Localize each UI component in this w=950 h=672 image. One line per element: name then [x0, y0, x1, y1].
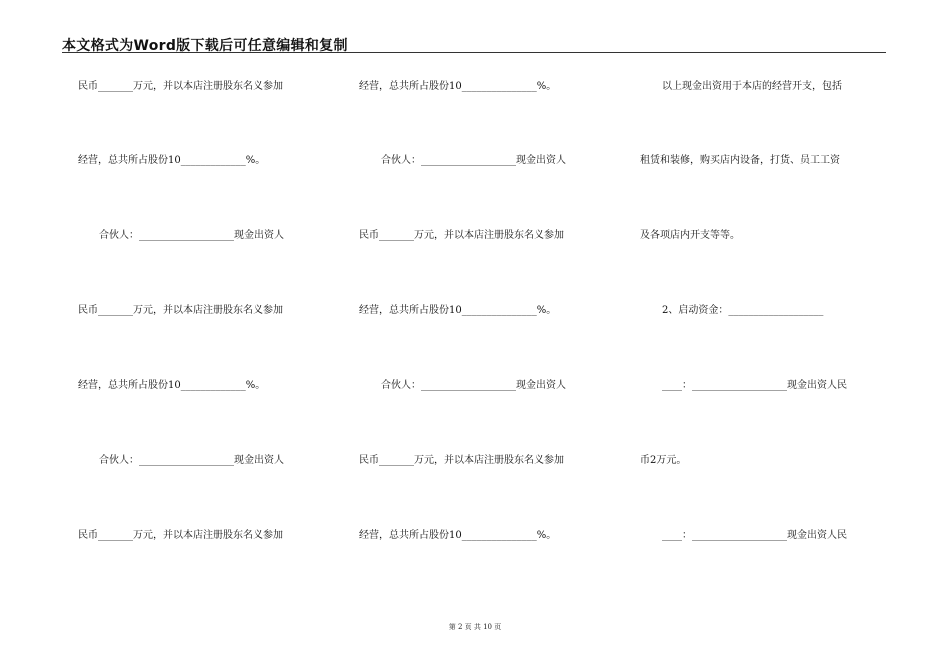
text-line: 民币_______万元，并以本店注册股东名义参加 — [78, 530, 283, 541]
text-line: 2、启动资金：___________________ — [662, 305, 824, 316]
text-line: 合伙人：___________________现金出资人 — [381, 155, 566, 166]
text-line: 民币_______万元，并以本店注册股东名义参加 — [78, 81, 283, 92]
text-line: 以上现金出资用于本店的经营开支，包括 — [662, 81, 842, 92]
header-banner: 本文格式为Word版下载后可任意编辑和复制 — [62, 38, 348, 54]
header-divider — [62, 52, 886, 53]
text-line: 租赁和装修，购买店内设备，打货、员工工资 — [640, 155, 840, 166]
text-line: 及各项店内开支等等。 — [640, 230, 740, 241]
page-number: 第 2 页 共 10 页 — [448, 623, 502, 631]
text-line: 经营，总共所占股份10_______________%。 — [359, 530, 557, 541]
text-line: 经营，总共所占股份10_______________%。 — [359, 81, 557, 92]
text-line: 合伙人：___________________现金出资人 — [381, 380, 566, 391]
text-line: 经营，总共所占股份10_____________%。 — [78, 155, 266, 166]
text-line: 经营，总共所占股份10_______________%。 — [359, 305, 557, 316]
text-line: 合伙人：___________________现金出资人 — [99, 230, 284, 241]
text-line: ____：___________________现金出资人民 — [662, 530, 847, 541]
text-line: 合伙人：___________________现金出资人 — [99, 455, 284, 466]
text-line: ____：___________________现金出资人民 — [662, 380, 847, 391]
text-line: 经营，总共所占股份10_____________%。 — [78, 380, 266, 391]
text-line: 民币_______万元，并以本店注册股东名义参加 — [359, 455, 564, 466]
text-line: 民币_______万元，并以本店注册股东名义参加 — [359, 230, 564, 241]
text-line: 币2万元。 — [640, 455, 687, 466]
text-line: 民币_______万元，并以本店注册股东名义参加 — [78, 305, 283, 316]
